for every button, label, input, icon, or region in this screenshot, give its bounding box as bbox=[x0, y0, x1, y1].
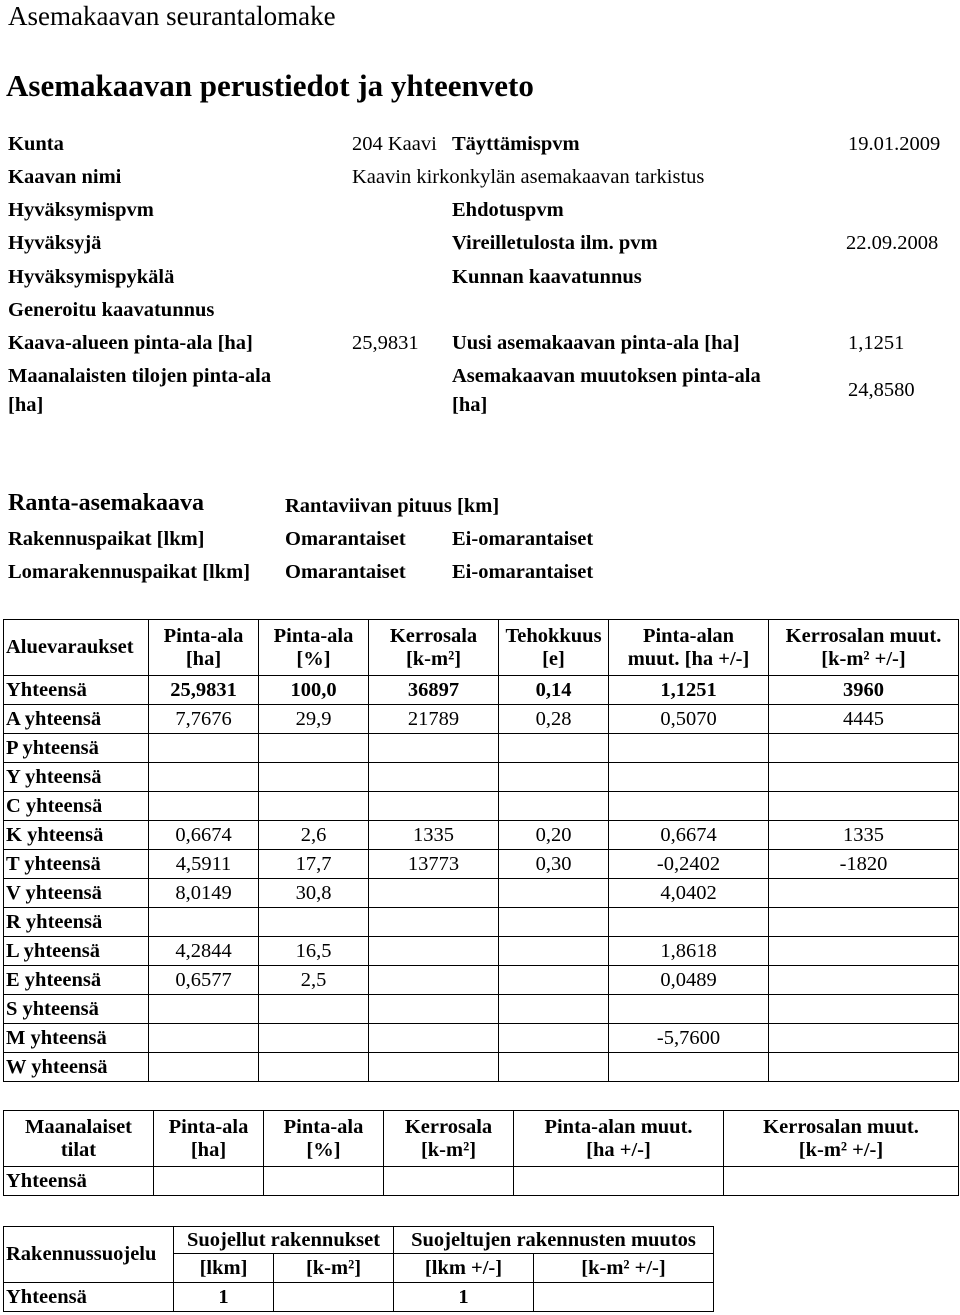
table-cell: 21789 bbox=[369, 705, 499, 734]
column-header: Pinta-ala [ha] bbox=[154, 1111, 264, 1167]
table-cell: 100,0 bbox=[259, 676, 369, 705]
table-cell bbox=[499, 908, 609, 937]
taytto-label: Täyttämispvm bbox=[452, 133, 580, 155]
table-cell bbox=[499, 1053, 609, 1082]
row-label: W yhteensä bbox=[4, 1053, 149, 1082]
table-cell bbox=[259, 995, 369, 1024]
rantaviiva-label: Rantaviivan pituus [km] bbox=[285, 495, 500, 517]
table-cell bbox=[769, 1024, 959, 1053]
rakennussuojelu-table bbox=[3, 1226, 714, 1312]
column-header: Pinta-ala [ha] bbox=[149, 620, 259, 676]
column-header: [lkm +/-] bbox=[394, 1254, 534, 1283]
row-label: M yhteensä bbox=[4, 1024, 149, 1053]
table-row bbox=[4, 995, 959, 1024]
table-cell bbox=[609, 1053, 769, 1082]
row-label: P yhteensä bbox=[4, 734, 149, 763]
column-header: Kerrosala [k-m²] bbox=[384, 1111, 514, 1167]
table-cell bbox=[259, 734, 369, 763]
muutos-value: 24,8580 bbox=[848, 379, 915, 401]
uusi-asemakaava-value: 1,1251 bbox=[848, 332, 905, 354]
table-row bbox=[4, 763, 959, 792]
column-header: Pinta-ala [%] bbox=[259, 620, 369, 676]
table-cell bbox=[369, 937, 499, 966]
table-cell bbox=[609, 995, 769, 1024]
table-cell bbox=[499, 1024, 609, 1053]
table-cell bbox=[369, 763, 499, 792]
table-cell bbox=[149, 1024, 259, 1053]
table-cell: 2,6 bbox=[259, 821, 369, 850]
table-cell: 1 bbox=[174, 1283, 274, 1312]
column-header: Kerrosalan muut. [k-m² +/-] bbox=[724, 1111, 959, 1167]
ei-omarantaiset-label: Ei-omarantaiset bbox=[452, 561, 594, 583]
ranta-heading: Ranta-asemakaava bbox=[8, 490, 204, 516]
omarantaiset-label: Omarantaiset bbox=[285, 528, 406, 550]
table-cell: 0,30 bbox=[499, 850, 609, 879]
table-cell bbox=[154, 1167, 264, 1196]
column-header: Tehokkuus [e] bbox=[499, 620, 609, 676]
kaava-alue-label: Kaava-alueen pinta-ala [ha] bbox=[8, 332, 253, 354]
table-cell: 13773 bbox=[369, 850, 499, 879]
column-header: Kerrosalan muut. [k-m² +/-] bbox=[769, 620, 959, 676]
ei-omarantaiset-label: Ei-omarantaiset bbox=[452, 528, 594, 550]
table-cell: 36897 bbox=[369, 676, 499, 705]
kaava-alue-value: 25,9831 bbox=[352, 332, 419, 354]
table-cell bbox=[259, 908, 369, 937]
table-cell bbox=[149, 908, 259, 937]
kunta-label: Kunta bbox=[8, 133, 64, 155]
kaavan-nimi-value: Kaavin kirkonkylän asemakaavan tarkistus bbox=[352, 166, 705, 188]
table-cell bbox=[369, 1024, 499, 1053]
column-header: [k-m²] bbox=[274, 1254, 394, 1283]
table-cell bbox=[259, 763, 369, 792]
hyvaksymispvm-label: Hyväksymispvm bbox=[8, 199, 154, 221]
table-row bbox=[4, 937, 959, 966]
table-cell bbox=[369, 792, 499, 821]
table-row bbox=[4, 1053, 959, 1082]
row-label: K yhteensä bbox=[4, 821, 149, 850]
table-cell: 1335 bbox=[769, 821, 959, 850]
table-cell: 4,2844 bbox=[149, 937, 259, 966]
row-label: L yhteensä bbox=[4, 937, 149, 966]
hyvaksyja-label: Hyväksyjä bbox=[8, 232, 102, 254]
taytto-value: 19.01.2009 bbox=[848, 133, 941, 155]
table-cell bbox=[609, 792, 769, 821]
row-label: Rakennussuojelu bbox=[4, 1227, 174, 1283]
table-cell: 4445 bbox=[769, 705, 959, 734]
column-header: [k-m² +/-] bbox=[534, 1254, 714, 1283]
table-row bbox=[4, 734, 959, 763]
table-row bbox=[4, 908, 959, 937]
table-cell: 7,7676 bbox=[149, 705, 259, 734]
table-cell: 1,8618 bbox=[609, 937, 769, 966]
table-cell: -0,2402 bbox=[609, 850, 769, 879]
table-cell bbox=[724, 1167, 959, 1196]
table-cell bbox=[499, 966, 609, 995]
table-header-row bbox=[4, 620, 959, 676]
row-label: Y yhteensä bbox=[4, 763, 149, 792]
table-cell: 1 bbox=[394, 1283, 534, 1312]
table-header-row bbox=[4, 1227, 714, 1254]
table-cell bbox=[149, 1053, 259, 1082]
table-cell bbox=[499, 792, 609, 821]
table-cell bbox=[149, 792, 259, 821]
muutos-label-2: [ha] bbox=[452, 394, 488, 416]
table-cell: 4,5911 bbox=[149, 850, 259, 879]
table-row bbox=[4, 966, 959, 995]
table-cell: 4,0402 bbox=[609, 879, 769, 908]
table-cell bbox=[769, 937, 959, 966]
table-row bbox=[4, 705, 959, 734]
table-row bbox=[4, 879, 959, 908]
table-cell bbox=[149, 995, 259, 1024]
row-label: S yhteensä bbox=[4, 995, 149, 1024]
hyvaksymispykala-label: Hyväksymispykälä bbox=[8, 266, 175, 288]
table-cell: 0,0489 bbox=[609, 966, 769, 995]
table-cell: 0,6674 bbox=[149, 821, 259, 850]
table-cell: 17,7 bbox=[259, 850, 369, 879]
table-row bbox=[4, 1024, 959, 1053]
table-cell bbox=[369, 966, 499, 995]
column-header: Maanalaiset tilat bbox=[4, 1111, 154, 1167]
kaavan-nimi-label: Kaavan nimi bbox=[8, 166, 122, 188]
row-label: E yhteensä bbox=[4, 966, 149, 995]
table-cell bbox=[609, 763, 769, 792]
row-label: T yhteensä bbox=[4, 850, 149, 879]
generoitu-kaavatunnus-label: Generoitu kaavatunnus bbox=[8, 299, 215, 321]
table-row bbox=[4, 850, 959, 879]
muutos-label-1: Asemakaavan muutoksen pinta-ala bbox=[452, 365, 761, 387]
table-cell bbox=[499, 734, 609, 763]
column-header: Pinta-ala [%] bbox=[264, 1111, 384, 1167]
table-cell: 16,5 bbox=[259, 937, 369, 966]
table-cell bbox=[769, 792, 959, 821]
column-group-header: Suojellut rakennukset bbox=[174, 1227, 394, 1254]
uusi-asemakaava-label: Uusi asemakaavan pinta-ala [ha] bbox=[452, 332, 740, 354]
table-header-row bbox=[4, 1111, 959, 1167]
column-group-header: Suojeltujen rakennusten muutos bbox=[394, 1227, 714, 1254]
vireilletulo-value: 22.09.2008 bbox=[846, 232, 939, 254]
table-cell bbox=[149, 734, 259, 763]
table-cell bbox=[514, 1167, 724, 1196]
rakennuspaikat-label: Rakennuspaikat [lkm] bbox=[8, 528, 205, 550]
table-cell bbox=[369, 734, 499, 763]
table-cell bbox=[609, 734, 769, 763]
column-header: Pinta-alan muut. [ha +/-] bbox=[514, 1111, 724, 1167]
table-cell: 0,20 bbox=[499, 821, 609, 850]
table-cell bbox=[499, 763, 609, 792]
aluevaraukset-table bbox=[3, 619, 959, 1082]
row-label: C yhteensä bbox=[4, 792, 149, 821]
row-label: Yhteensä bbox=[4, 676, 149, 705]
vireilletulo-label: Vireilletulosta ilm. pvm bbox=[452, 232, 658, 254]
kunta-value: 204 Kaavi bbox=[352, 133, 437, 155]
table-cell bbox=[534, 1283, 714, 1312]
table-cell bbox=[384, 1167, 514, 1196]
row-label: Yhteensä bbox=[4, 1167, 154, 1196]
table-cell bbox=[769, 734, 959, 763]
table-cell bbox=[259, 1053, 369, 1082]
table-cell bbox=[769, 763, 959, 792]
table-row bbox=[4, 676, 959, 705]
table-row bbox=[4, 1283, 714, 1312]
maanalaiset-label-1: Maanalaisten tilojen pinta-ala bbox=[8, 365, 272, 387]
column-header: Pinta-alan muut. [ha +/-] bbox=[609, 620, 769, 676]
table-row bbox=[4, 1167, 959, 1196]
table-cell bbox=[769, 966, 959, 995]
row-label: V yhteensä bbox=[4, 879, 149, 908]
maanalaiset-label-2: [ha] bbox=[8, 394, 44, 416]
table-cell bbox=[274, 1283, 394, 1312]
row-label: R yhteensä bbox=[4, 908, 149, 937]
table-cell: 3960 bbox=[769, 676, 959, 705]
table-cell bbox=[769, 879, 959, 908]
kunnan-kaavatunnus-label: Kunnan kaavatunnus bbox=[452, 266, 642, 288]
table-cell bbox=[769, 995, 959, 1024]
table-cell bbox=[149, 763, 259, 792]
table-cell: -1820 bbox=[769, 850, 959, 879]
table-cell: 30,8 bbox=[259, 879, 369, 908]
table-cell bbox=[259, 792, 369, 821]
page-title: Asemakaavan seurantalomake bbox=[8, 1, 336, 31]
table-cell bbox=[609, 908, 769, 937]
table-cell: 1335 bbox=[369, 821, 499, 850]
table-cell: 8,0149 bbox=[149, 879, 259, 908]
row-label: Yhteensä bbox=[4, 1283, 174, 1312]
table-cell bbox=[264, 1167, 384, 1196]
table-cell bbox=[369, 908, 499, 937]
omarantaiset-label: Omarantaiset bbox=[285, 561, 406, 583]
table-cell bbox=[259, 1024, 369, 1053]
lomarakennuspaikat-label: Lomarakennuspaikat [lkm] bbox=[8, 561, 251, 583]
row-label: A yhteensä bbox=[4, 705, 149, 734]
table-cell bbox=[769, 908, 959, 937]
table-cell: 0,5070 bbox=[609, 705, 769, 734]
table-cell: 2,5 bbox=[259, 966, 369, 995]
table-cell: 0,14 bbox=[499, 676, 609, 705]
table-cell bbox=[499, 995, 609, 1024]
ehdotuspvm-label: Ehdotuspvm bbox=[452, 199, 564, 221]
column-header: Kerrosala [k-m²] bbox=[369, 620, 499, 676]
table-cell bbox=[499, 937, 609, 966]
column-header: [lkm] bbox=[174, 1254, 274, 1283]
table-cell bbox=[499, 879, 609, 908]
section-heading: Asemakaavan perustiedot ja yhteenveto bbox=[6, 68, 534, 103]
table-cell bbox=[369, 995, 499, 1024]
table-cell bbox=[369, 879, 499, 908]
table-cell: 29,9 bbox=[259, 705, 369, 734]
table-row bbox=[4, 821, 959, 850]
table-cell: 0,6577 bbox=[149, 966, 259, 995]
table-cell bbox=[369, 1053, 499, 1082]
column-header: Aluevaraukset bbox=[4, 620, 149, 676]
maanalaiset-table bbox=[3, 1110, 959, 1196]
table-cell: 25,9831 bbox=[149, 676, 259, 705]
table-cell: 0,28 bbox=[499, 705, 609, 734]
table-cell: -5,7600 bbox=[609, 1024, 769, 1053]
table-cell: 1,1251 bbox=[609, 676, 769, 705]
table-row bbox=[4, 792, 959, 821]
table-cell bbox=[769, 1053, 959, 1082]
table-cell: 0,6674 bbox=[609, 821, 769, 850]
